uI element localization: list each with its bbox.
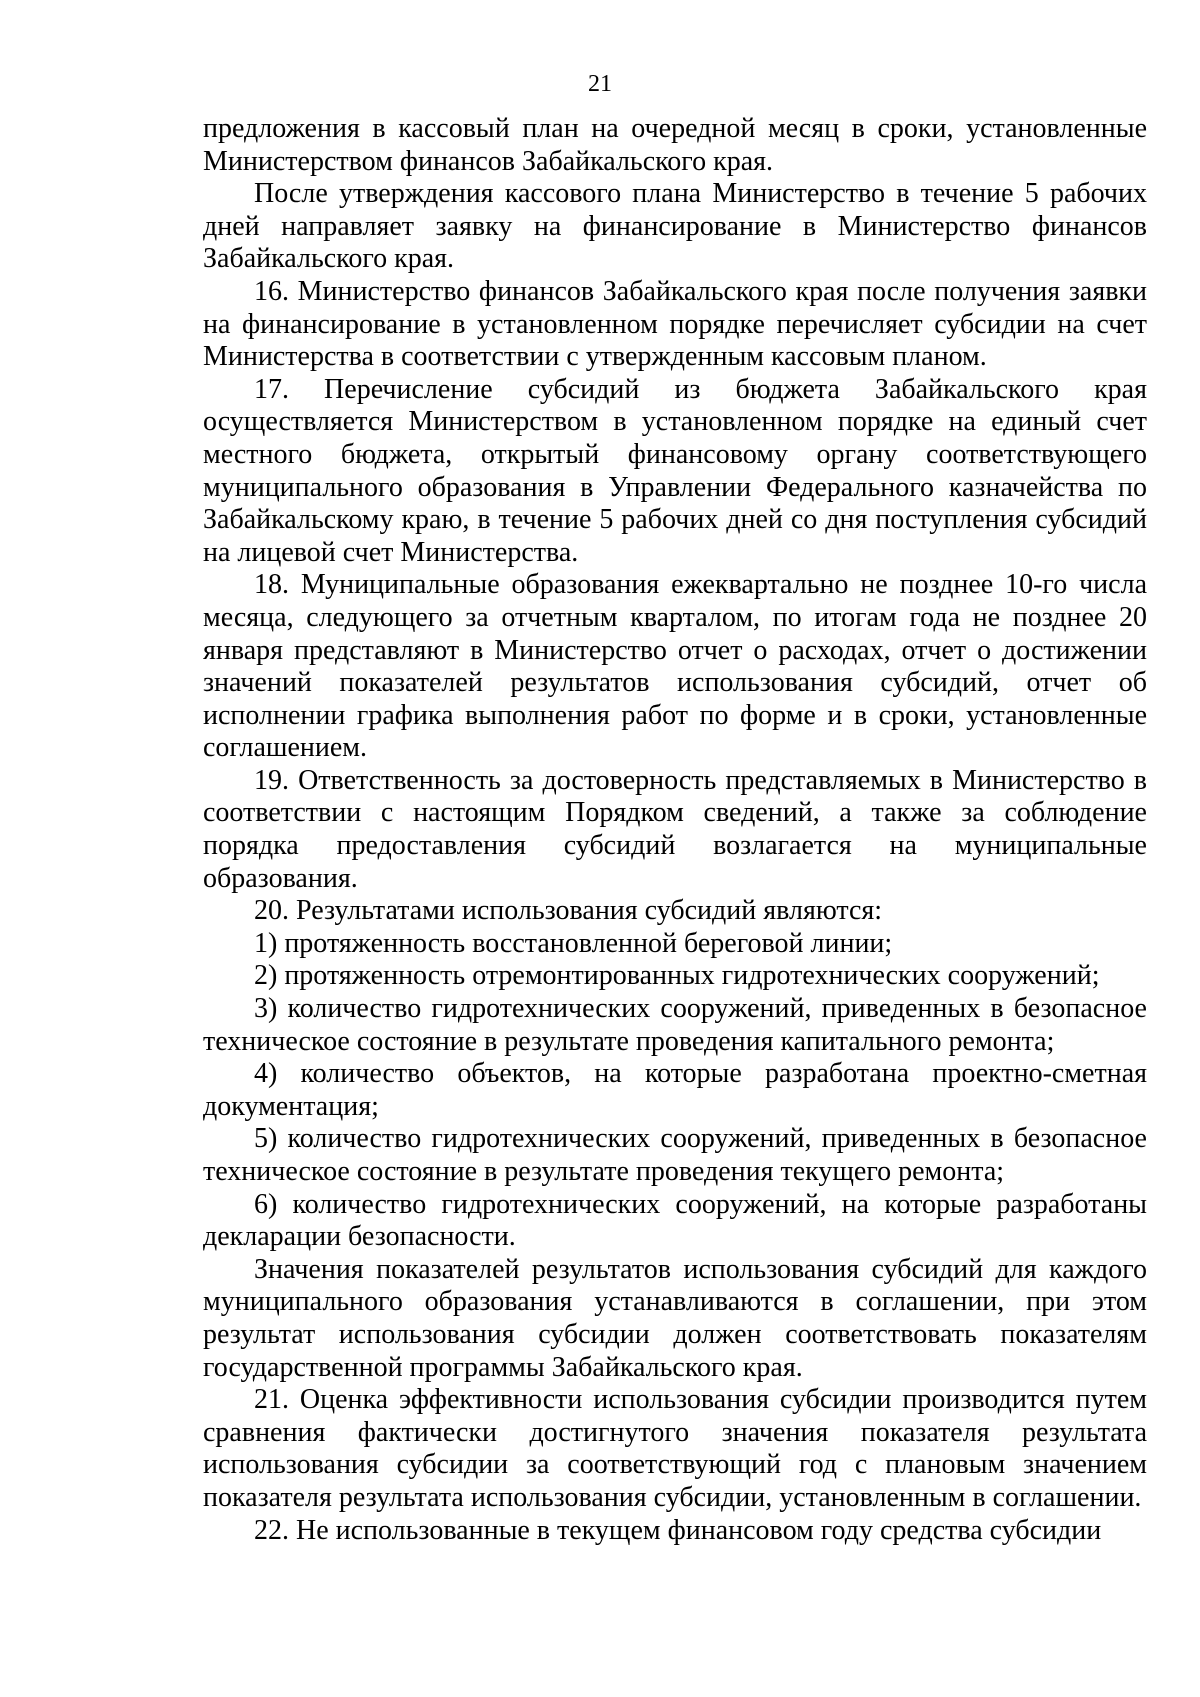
paragraph: 20. Результатами использования субсидий являются: xyxy=(254,895,883,927)
paragraph: 3) количество гидротехнических сооружений, приведенных в безопасное техническое состояние в результате проведения капитального ремонта; xyxy=(203,993,1147,1057)
paragraph: предложения в кассовый план на очередной месяц в сроки, установленные Министерством финансов Забайкальского края. xyxy=(203,113,1147,177)
paragraph: Значения показателей результатов использования субсидий для каждого муниципального образования устанавливаются в соглашении, при этом результат использования субсидии должен соответствовать показателям государственной программы Забайкальского края. xyxy=(203,1253,1147,1383)
document-body xyxy=(203,113,1147,1547)
paragraph: 4) количество объектов, на которые разработана проектно-сметная документация; xyxy=(203,1058,1147,1122)
paragraph: 18. Муниципальные образования ежеквартально не позднее 10-го числа месяца, следующего за отчетным кварталом, по итогам года не позднее 20 января представляют в Министерство отчет о расходах, отчет о достижении значений показателей результатов использования субсидий, отчет об исполнении графика выполнения работ по форме и в сроки, установленные соглашением. xyxy=(203,569,1147,764)
page-number: 21 xyxy=(588,71,612,97)
paragraph: 19. Ответственность за достоверность представляемых в Министерство в соответствии с настоящим Порядком сведений, а также за соблюдение порядка предоставления субсидий возлагается на муниципальные образования. xyxy=(203,764,1147,894)
paragraph: 16. Министерство финансов Забайкальского края после получения заявки на финансирование в установленном порядке перечисляет субсидии на счет Министерства в соответствии с утвержденным кассовым планом. xyxy=(203,275,1147,373)
paragraph: 5) количество гидротехнических сооружений, приведенных в безопасное техническое состояние в результате проведения текущего ремонта; xyxy=(203,1123,1147,1187)
paragraph: 17. Перечисление субсидий из бюджета Забайкальского края осуществляется Министерством в установленном порядке на единый счет местного бюджета, открытый финансовому органу соответствующего муниципального образования в Управлении Федерального казначейства по Забайкальскому краю, в течение 5 рабочих дней со дня поступления субсидий на лицевой счет Министерства. xyxy=(203,373,1147,568)
paragraph: 21. Оценка эффективности использования субсидии производится путем сравнения фактически достигнутого значения показателя результата использования субсидии за соответствующий год с плановым значением показателя результата использования субсидии, установленным в соглашении. xyxy=(203,1384,1147,1513)
paragraph: 6) количество гидротехнических сооружений, на которые разработаны декларации безопасности. xyxy=(203,1188,1147,1253)
paragraph: 2) протяженность отремонтированных гидротехнических сооружений; xyxy=(254,960,1100,992)
paragraph: После утверждения кассового плана Министерство в течение 5 рабочих дней направляет заявку на финансирование в Министерство финансов Забайкальского края. xyxy=(203,178,1147,275)
paragraph: 1) протяженность восстановленной береговой линии; xyxy=(254,927,893,959)
paragraph: 22. Не использованные в текущем финансовом году средства субсидии xyxy=(254,1514,1102,1546)
